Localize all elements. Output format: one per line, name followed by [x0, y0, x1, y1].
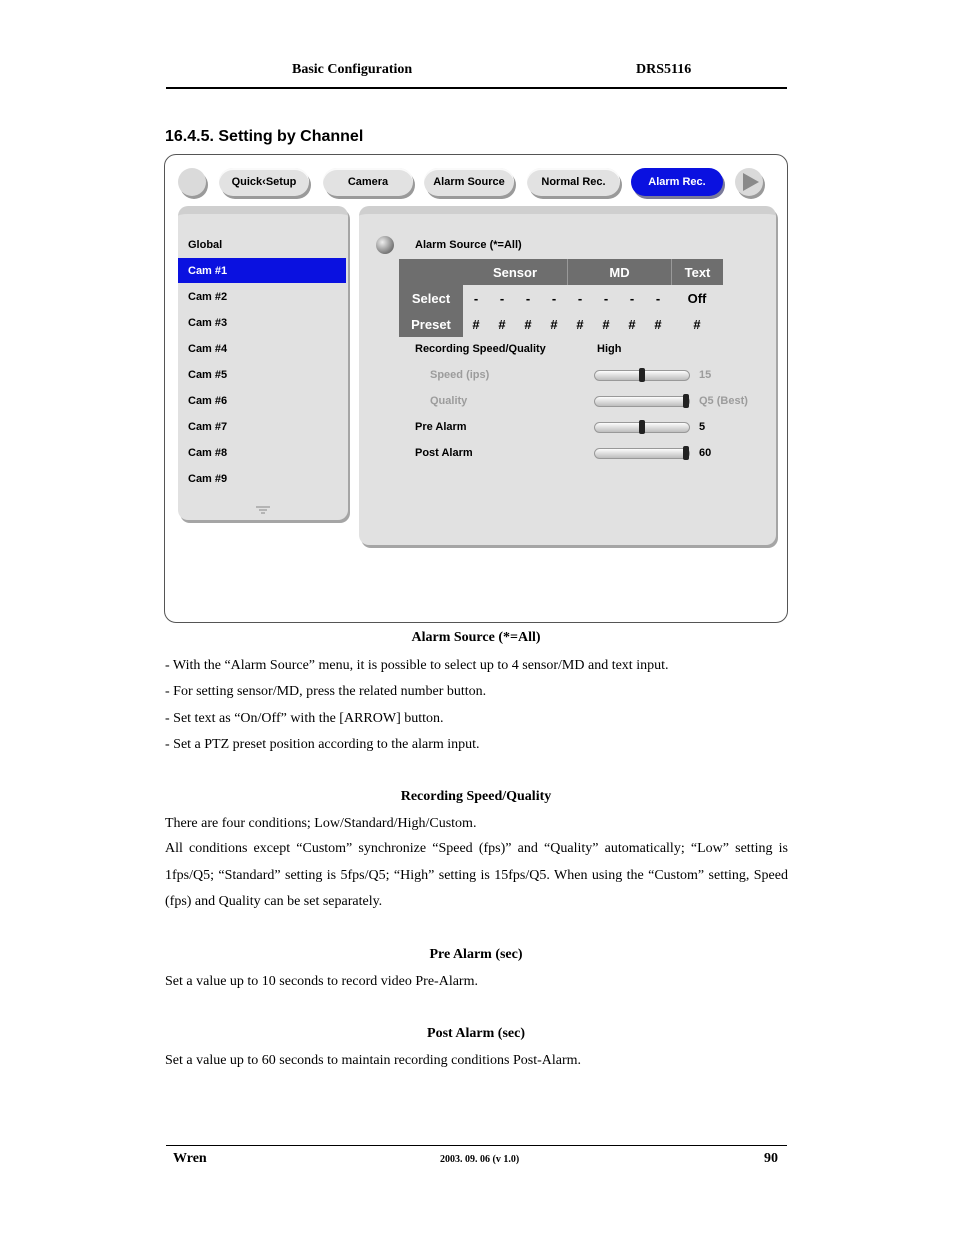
camera-list-item[interactable]: Cam #2 [188, 290, 228, 303]
grid-header-sensor: Sensor [463, 259, 567, 285]
grid-cell[interactable]: - [473, 290, 479, 306]
camera-list-item[interactable]: Cam #1 [178, 258, 346, 283]
setting-value: 5 [699, 421, 706, 433]
header-model: DRS5116 [636, 62, 692, 77]
grid-cell[interactable]: - [577, 290, 583, 306]
slider-knob[interactable] [683, 394, 689, 408]
bullet-2: - For setting sensor/MD, press the related number button. [165, 684, 487, 699]
grid-cell[interactable]: # [628, 316, 636, 332]
settings-panel [359, 206, 776, 545]
grid-cell-text[interactable]: # [693, 316, 701, 332]
grid-cell[interactable]: - [499, 290, 505, 306]
heading-recording-speed: Recording Speed/Quality [400, 789, 552, 804]
header-title: Basic Configuration [292, 62, 413, 77]
footer-rule [166, 1145, 787, 1146]
section-title: 16.4.5. Setting by Channel [165, 128, 364, 145]
grid-cell[interactable]: # [576, 316, 584, 332]
camera-list-item[interactable]: Cam #4 [188, 342, 228, 355]
setting-slider[interactable] [594, 396, 690, 407]
setting-label: Recording Speed/Quality [415, 343, 546, 355]
heading-pre-alarm: Pre Alarm (sec) [429, 947, 523, 962]
camera-list-item[interactable]: Cam #9 [188, 472, 228, 485]
paragraph-conditions: There are four conditions; Low/Standard/High/Custom. [165, 816, 477, 831]
camera-list-item[interactable]: Global [188, 238, 223, 251]
slider-knob[interactable] [639, 368, 645, 382]
setting-label: Speed (ips) [430, 369, 490, 381]
setting-label: Post Alarm [415, 447, 473, 459]
setting-value: 60 [699, 447, 712, 459]
grid-cell[interactable]: - [551, 290, 557, 306]
setting-slider[interactable] [594, 422, 690, 433]
bullet-3: - Set text as “On/Off” with the [ARROW] button. [165, 711, 444, 726]
paragraph-sync: All conditions except “Custom” synchronize “Speed (fps)” and “Quality” automatically; “Low” setting is 1fps/Q5; “Standard” setting is 5fps/Q5; “High” setting is 15fps/Q5. When using the “Custom” setting, Speed (fps) and Quality can be set separately. [165, 841, 788, 909]
setting-value: Q5 (Best) [699, 395, 748, 407]
paragraph-pre-alarm: Set a value up to 10 seconds to record video Pre-Alarm. [165, 974, 478, 989]
grid-cell[interactable]: # [524, 316, 532, 332]
grid-cell[interactable]: - [655, 290, 661, 306]
grid-cell[interactable]: - [629, 290, 635, 306]
grid-corner [399, 259, 463, 285]
camera-list-item[interactable]: Cam #7 [188, 420, 228, 433]
tab-camera[interactable]: Camera [323, 168, 413, 196]
camera-list-item[interactable]: Cam #6 [188, 394, 228, 407]
heading-alarm-source: Alarm Source (*=All) [411, 630, 541, 645]
setting-label: Pre Alarm [415, 421, 467, 433]
grid-cell[interactable]: # [550, 316, 558, 332]
grid-cell-text[interactable]: Off [687, 290, 707, 306]
setting-slider[interactable] [594, 370, 690, 381]
paragraph-post-alarm: Set a value up to 60 seconds to maintain recording conditions Post-Alarm. [165, 1053, 582, 1068]
grid-header-md: MD [567, 259, 671, 285]
heading-post-alarm: Post Alarm (sec) [427, 1026, 525, 1041]
header-rule [166, 87, 787, 89]
slider-knob[interactable] [639, 420, 645, 434]
camera-list-item[interactable]: Cam #8 [188, 446, 228, 459]
panel-title: Alarm Source (*=All) [415, 239, 522, 251]
grid-cell[interactable]: # [602, 316, 610, 332]
grid-cell[interactable]: - [603, 290, 609, 306]
grid-cell[interactable]: - [525, 290, 531, 306]
tab-alarm-rec[interactable]: Alarm Rec. [631, 168, 723, 196]
grid-row-label-preset: Preset [399, 311, 463, 337]
footer-page-number: 90 [764, 1151, 778, 1166]
slider-knob[interactable] [683, 446, 689, 460]
section-bullet-icon [376, 236, 394, 254]
footer-date: 2003. 09. 06 (v 1.0) [440, 1154, 520, 1165]
bullet-4: - Set a PTZ preset position according to the alarm input. [165, 737, 480, 752]
tab-normal-rec[interactable]: Normal Rec. [527, 168, 620, 196]
grid-header-text: Text [671, 259, 723, 285]
bullet-1: - With the “Alarm Source” menu, it is possible to select up to 4 sensor/MD and text input. [165, 658, 669, 673]
tab-quick-setup[interactable]: Quick‹Setup [219, 168, 309, 196]
setting-value: 15 [699, 369, 712, 381]
grid-cell[interactable]: # [498, 316, 506, 332]
setting-label: Quality [430, 395, 468, 407]
grid-cell[interactable]: # [654, 316, 662, 332]
setting-value[interactable]: High [597, 343, 622, 355]
camera-list-item[interactable]: Cam #3 [188, 316, 228, 329]
grid-cell[interactable]: # [472, 316, 480, 332]
tab-alarm-source[interactable]: Alarm Source [424, 168, 514, 196]
setting-slider[interactable] [594, 448, 690, 459]
next-arrow-button[interactable] [735, 168, 763, 196]
play-arrow-icon [735, 168, 763, 196]
camera-list-item[interactable]: Cam #5 [188, 368, 228, 381]
back-button[interactable] [178, 168, 206, 196]
footer-author: Wren [173, 1151, 207, 1166]
scroll-down-icon[interactable] [255, 506, 271, 515]
grid-row-label-select: Select [399, 285, 463, 311]
